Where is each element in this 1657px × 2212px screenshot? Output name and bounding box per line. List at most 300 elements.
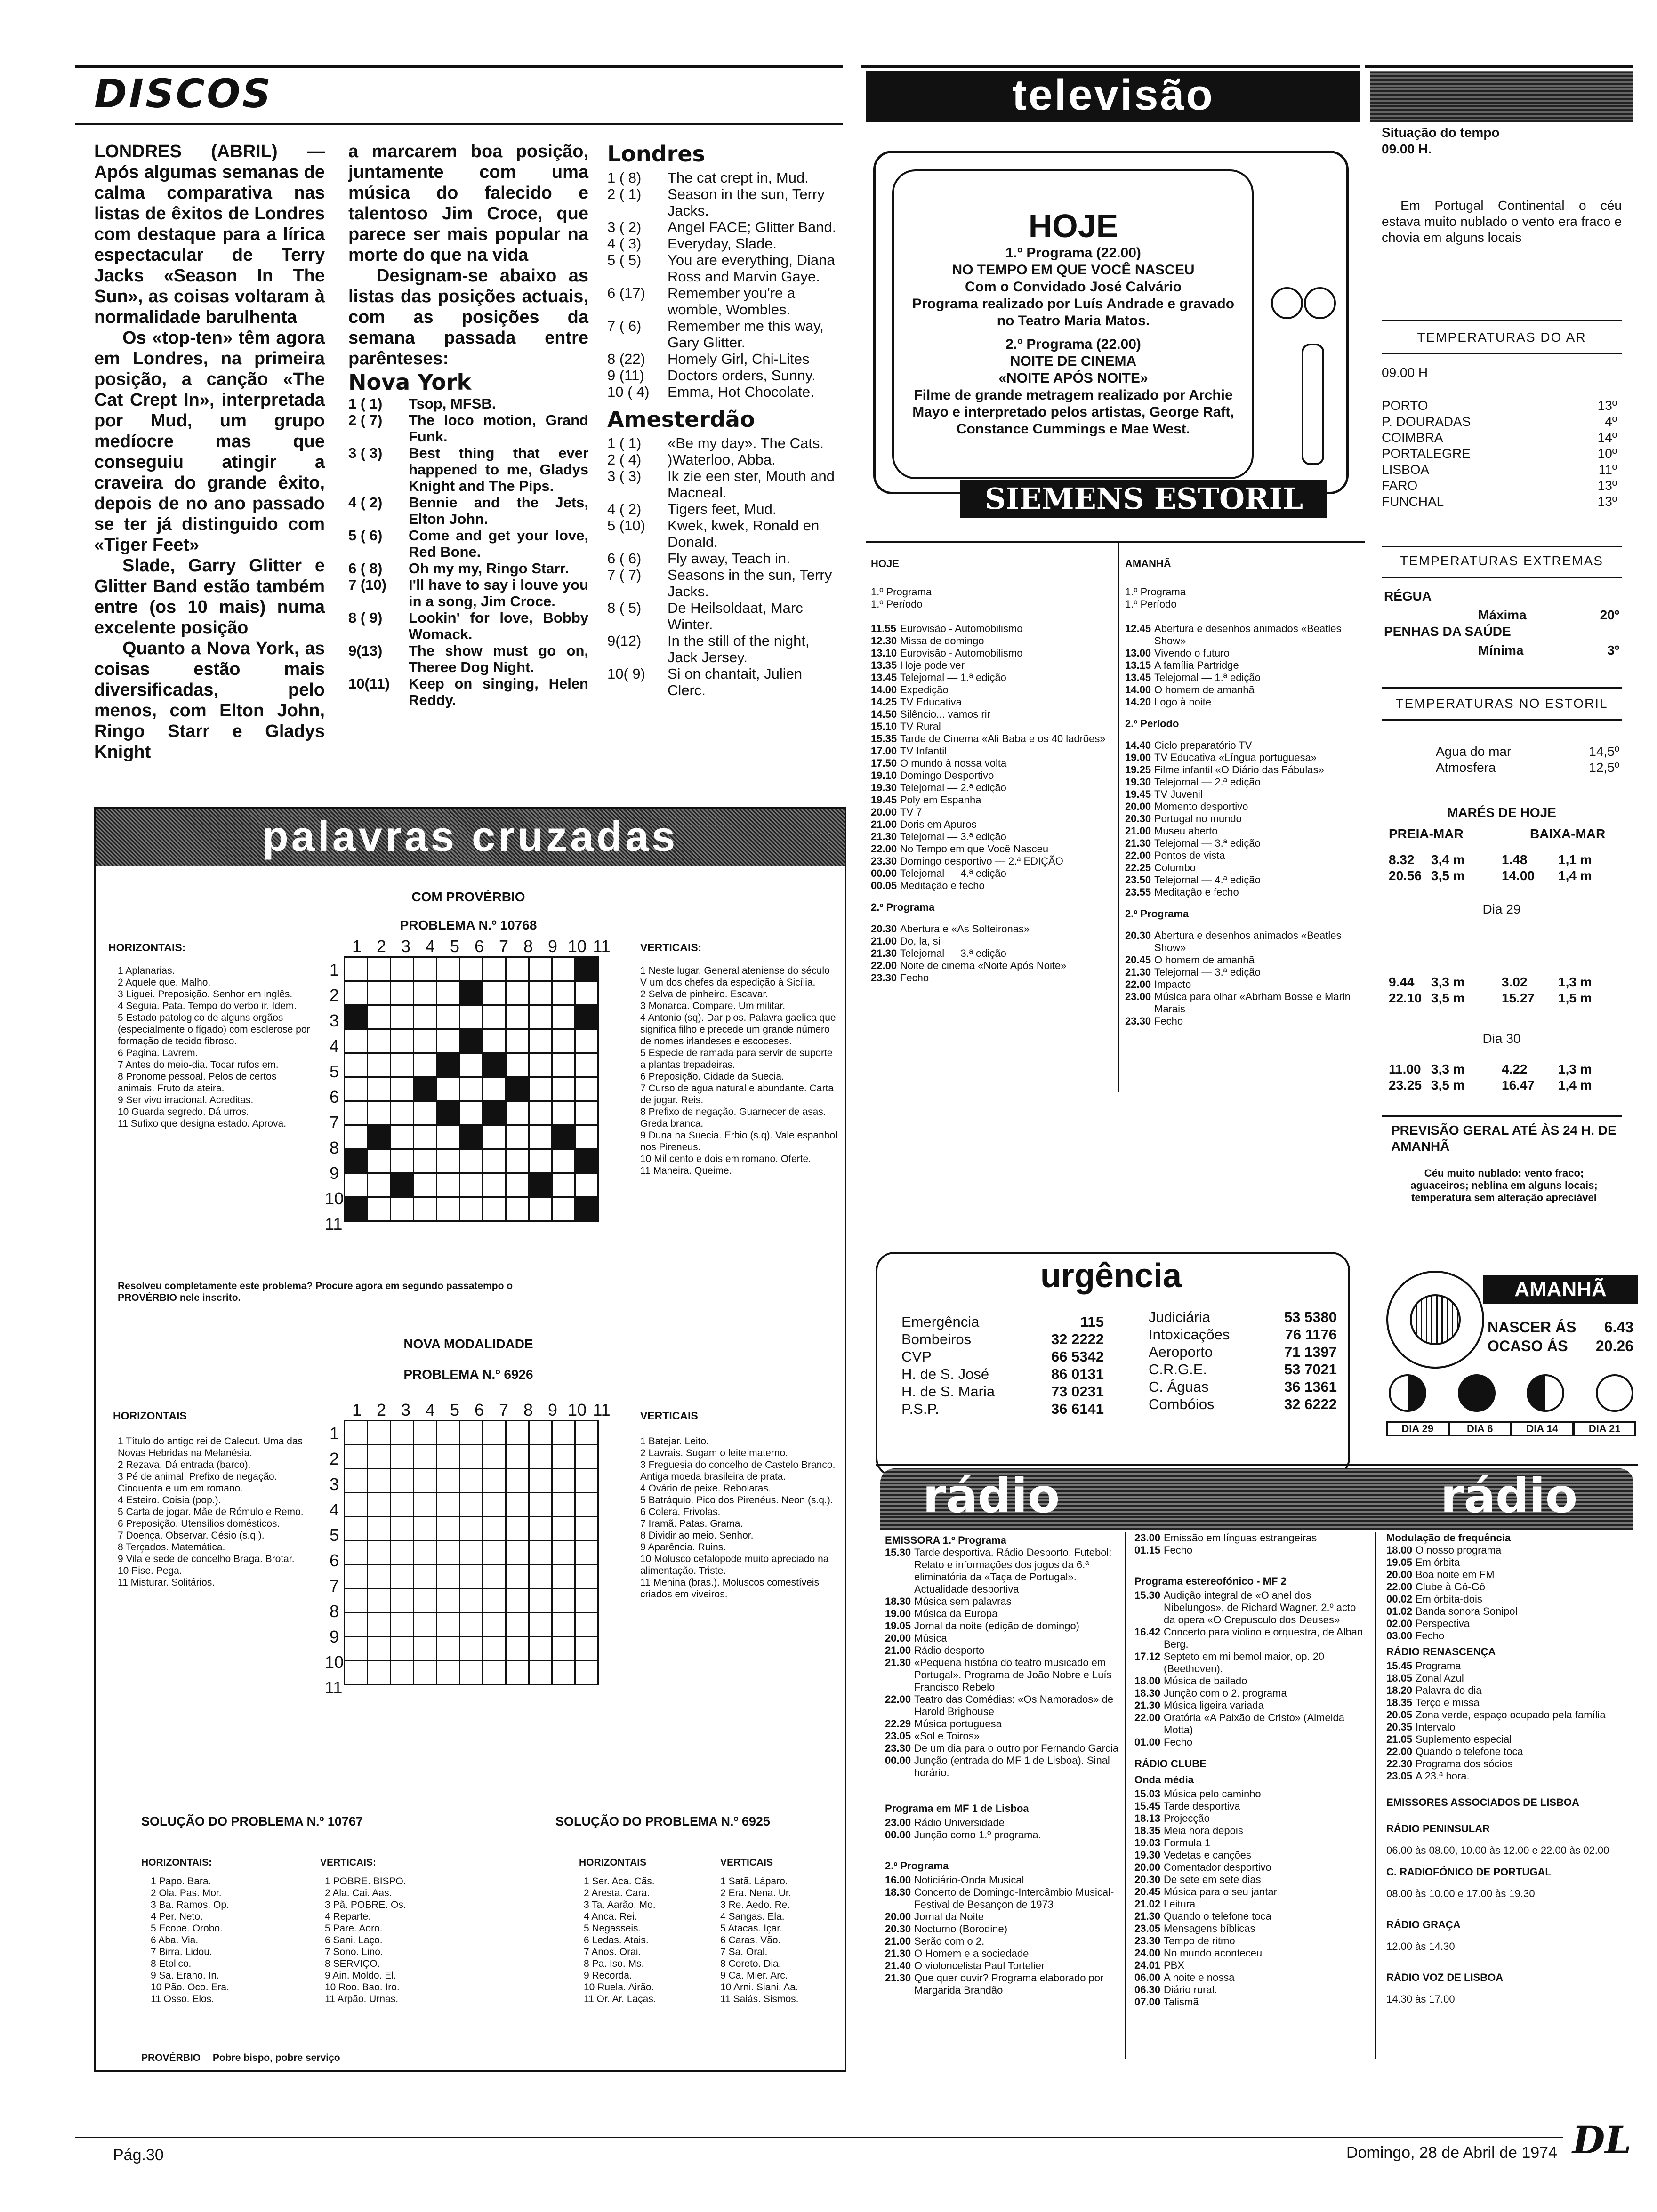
grid-cell[interactable] [483, 1517, 506, 1541]
grid-cell[interactable] [483, 1445, 506, 1469]
grid-cell[interactable] [575, 1613, 598, 1637]
program-time: 23.30 [1134, 1935, 1161, 1947]
grid-cell[interactable] [414, 981, 437, 1005]
grid-cell[interactable] [368, 1173, 391, 1197]
program-title: Abertura e desenhos animados «Beatles Show» [1154, 623, 1342, 647]
grid-cell[interactable] [575, 1493, 598, 1517]
program-title: Zona verde, espaço ocupado pela família [1416, 1709, 1606, 1721]
grid-cell[interactable] [529, 1565, 552, 1589]
grid-cell[interactable] [506, 1077, 529, 1101]
grid-cell[interactable] [368, 1005, 391, 1029]
grid-cell[interactable] [529, 1493, 552, 1517]
grid-cell[interactable] [414, 1637, 437, 1661]
grid-cell[interactable] [460, 1077, 483, 1101]
tv-banner: televisão [866, 71, 1360, 122]
tv-program-item [1125, 739, 1360, 752]
grid-cell[interactable] [460, 957, 483, 981]
grid-cell[interactable] [483, 1029, 506, 1053]
grid-cell[interactable] [483, 1005, 506, 1029]
grid-cell[interactable] [483, 1493, 506, 1517]
grid-cell[interactable] [391, 1029, 414, 1053]
grid-cell[interactable] [506, 957, 529, 981]
grid-cell[interactable] [345, 1469, 368, 1493]
grid-cell[interactable] [368, 1493, 391, 1517]
amsterdam-heading: Amesterdão [607, 407, 755, 432]
grid-cell[interactable] [552, 1661, 575, 1685]
grid-cell[interactable] [552, 1613, 575, 1637]
program-time: 06.00 [1134, 1972, 1161, 1983]
grid-cell[interactable] [460, 1565, 483, 1589]
grid-cell[interactable] [414, 1661, 437, 1685]
grid-cell[interactable] [414, 1517, 437, 1541]
grid-cell[interactable] [345, 1565, 368, 1589]
tv-program-item [871, 635, 1111, 647]
grid-cell[interactable] [437, 1493, 460, 1517]
grid-cell[interactable] [575, 1005, 598, 1029]
grid-cell[interactable] [483, 1077, 506, 1101]
grid-cell[interactable] [529, 1101, 552, 1125]
grid-cell[interactable] [368, 1445, 391, 1469]
grid-cell[interactable] [437, 1029, 460, 1053]
grid-cell[interactable] [414, 1613, 437, 1637]
grid-cell[interactable] [552, 957, 575, 981]
grid-cell[interactable] [460, 1197, 483, 1221]
program-time: 00.02 [1386, 1593, 1413, 1605]
grid-cell[interactable] [506, 981, 529, 1005]
grid-cell[interactable] [552, 1421, 575, 1445]
grid-cell[interactable] [345, 981, 368, 1005]
grid-cell[interactable] [552, 1637, 575, 1661]
grid-cell[interactable] [368, 1101, 391, 1125]
grid-cell[interactable] [437, 1101, 460, 1125]
grid-cell[interactable] [575, 1029, 598, 1053]
grid-cell[interactable] [345, 1445, 368, 1469]
tv-schedule-divider [1118, 541, 1119, 1092]
grid-cell[interactable] [391, 981, 414, 1005]
grid-cell[interactable] [368, 1541, 391, 1565]
grid-cell[interactable] [414, 1421, 437, 1445]
grid-cell[interactable] [506, 1469, 529, 1493]
temp-city: LISBOA [1382, 462, 1430, 477]
grid-cell[interactable] [460, 1173, 483, 1197]
grid-cell[interactable] [483, 1053, 506, 1077]
tv-program-item [871, 806, 1111, 818]
grid-cell[interactable] [391, 1589, 414, 1613]
solution-item: 7 Birra. Lidou. [151, 1947, 212, 1957]
grid-cell[interactable] [414, 1445, 437, 1469]
grid-cell[interactable] [483, 1541, 506, 1565]
grid-cell[interactable] [345, 1077, 368, 1101]
chart-title: I'll have to say i louve you in a song, Jim Croce. [409, 577, 588, 609]
program-time: 20.00 [885, 1911, 911, 1923]
grid-cell[interactable] [345, 1029, 368, 1053]
tv-tomorrow-period2-list [1125, 739, 1360, 898]
chart-title: Remember me this way, Gary Glitter. [668, 318, 824, 351]
grid-cell[interactable] [552, 1469, 575, 1493]
grid-cell[interactable] [506, 1029, 529, 1053]
grid-cell[interactable] [345, 1149, 368, 1173]
grid-cell[interactable] [575, 1077, 598, 1101]
grid-cell[interactable] [345, 1053, 368, 1077]
grid-cell[interactable] [529, 1005, 552, 1029]
grid-cell[interactable] [391, 1053, 414, 1077]
grid-cell[interactable] [506, 1173, 529, 1197]
grid-cell[interactable] [506, 1493, 529, 1517]
grid-cell[interactable] [529, 1469, 552, 1493]
grid-cell[interactable] [575, 1125, 598, 1149]
grid-cell[interactable] [529, 1149, 552, 1173]
grid-cell[interactable] [391, 1149, 414, 1173]
grid-cell[interactable] [575, 1197, 598, 1221]
grid-cell[interactable] [529, 1541, 552, 1565]
radio-program-item [1134, 1687, 1370, 1699]
grid-cell[interactable] [391, 1613, 414, 1637]
grid-cell[interactable] [414, 1053, 437, 1077]
grid-cell[interactable] [483, 981, 506, 1005]
grid-cell[interactable] [414, 1125, 437, 1149]
weather-rule-5 [1382, 687, 1622, 689]
grid-cell[interactable] [483, 1613, 506, 1637]
grid-cell[interactable] [506, 1661, 529, 1685]
solution-item: 8 Coreto. Dia. [720, 1958, 781, 1969]
grid-cell[interactable] [460, 1053, 483, 1077]
grid-cell[interactable] [483, 1637, 506, 1661]
grid-cell[interactable] [575, 1589, 598, 1613]
clue-item: 9 Duna na Suecia. Erbio (s.q). Vale espanhol nos Pireneus. [640, 1130, 837, 1153]
grid-cell[interactable] [437, 1197, 460, 1221]
solution-item: 8 Pa. Iso. Ms. [584, 1958, 644, 1969]
grid-cell[interactable] [414, 1101, 437, 1125]
grid-cell[interactable] [483, 1469, 506, 1493]
tv-program-item [1125, 874, 1360, 886]
grid-cell[interactable] [437, 1053, 460, 1077]
grid-cell[interactable] [483, 1173, 506, 1197]
extreme-max-row [1478, 607, 1619, 623]
grid-cell[interactable] [345, 1517, 368, 1541]
grid-cell[interactable] [460, 1637, 483, 1661]
grid-cell[interactable] [552, 1517, 575, 1541]
grid-cell[interactable] [506, 1613, 529, 1637]
grid-cell[interactable] [506, 1101, 529, 1125]
grid-cell[interactable] [391, 1125, 414, 1149]
grid-cell[interactable] [483, 1589, 506, 1613]
temp-row [1382, 430, 1617, 446]
grid-cell[interactable] [414, 1493, 437, 1517]
program-title: Portugal no mundo [1154, 813, 1242, 825]
grid-cell[interactable] [391, 1469, 414, 1493]
grid-cell[interactable] [552, 981, 575, 1005]
grid-cell[interactable] [575, 1541, 598, 1565]
grid-cell[interactable] [414, 957, 437, 981]
grid-cell[interactable] [552, 1125, 575, 1149]
grid-cell[interactable] [460, 1589, 483, 1613]
grid-cell[interactable] [391, 1517, 414, 1541]
grid-cell[interactable] [529, 1445, 552, 1469]
grid-cell[interactable] [345, 1661, 368, 1685]
grid-cell[interactable] [460, 1445, 483, 1469]
grid-cell[interactable] [368, 1029, 391, 1053]
radio-prog2-label: 2.º Programa [885, 1860, 949, 1872]
grid-cell[interactable] [575, 1421, 598, 1445]
grid-cell[interactable] [345, 1125, 368, 1149]
grid-cell[interactable] [414, 1197, 437, 1221]
grid-cell[interactable] [437, 981, 460, 1005]
grid-cell[interactable] [437, 1125, 460, 1149]
program-title: Poly em Espanha [900, 794, 981, 806]
grid-cell[interactable] [575, 1149, 598, 1173]
grid-cell[interactable] [529, 957, 552, 981]
grid-cell[interactable] [529, 981, 552, 1005]
grid-cell[interactable] [506, 1053, 529, 1077]
grid-cell[interactable] [506, 1149, 529, 1173]
grid-cell[interactable] [552, 1053, 575, 1077]
grid-cell[interactable] [368, 1517, 391, 1541]
grid-cell[interactable] [345, 1173, 368, 1197]
program-time: 22.30 [1386, 1758, 1413, 1770]
grid-cell[interactable] [506, 1125, 529, 1149]
chart-position: 8 (22) [607, 351, 645, 367]
grid-cell[interactable] [414, 1469, 437, 1493]
grid-cell[interactable] [529, 1173, 552, 1197]
grid-cell[interactable] [460, 1613, 483, 1637]
grid-cell[interactable] [437, 1589, 460, 1613]
grid-cell[interactable] [391, 1445, 414, 1469]
grid-cell[interactable] [345, 1493, 368, 1517]
grid-cell[interactable] [391, 1077, 414, 1101]
grid-cell[interactable] [391, 1541, 414, 1565]
grid-cell[interactable] [460, 1421, 483, 1445]
grid-cell[interactable] [391, 1421, 414, 1445]
grid-cell[interactable] [552, 1077, 575, 1101]
grid-cell[interactable] [414, 1005, 437, 1029]
program-time: 21.00 [871, 935, 897, 947]
grid-cell[interactable] [575, 1565, 598, 1589]
grid-cell[interactable] [368, 1661, 391, 1685]
solution-item: 1 POBRE. BISPO. [325, 1876, 406, 1887]
grid-cell[interactable] [437, 1661, 460, 1685]
grid-cell[interactable] [552, 1589, 575, 1613]
grid-cell[interactable] [506, 1589, 529, 1613]
grid-cell[interactable] [368, 1149, 391, 1173]
grid-cell[interactable] [483, 1197, 506, 1221]
grid-cell[interactable] [506, 1565, 529, 1589]
grid-cell[interactable] [575, 1637, 598, 1661]
grid-cell[interactable] [391, 1661, 414, 1685]
radio-crp-hours: 08.00 às 10.00 e 17.00 às 19.30 [1386, 1888, 1535, 1899]
grid-cell[interactable] [460, 1517, 483, 1541]
grid-cell[interactable] [391, 1101, 414, 1125]
solution-item: 8 Etolico. [151, 1958, 192, 1969]
grid-cell[interactable] [391, 957, 414, 981]
grid-cell[interactable] [529, 1589, 552, 1613]
grid-cell[interactable] [529, 1613, 552, 1637]
grid-cell[interactable] [506, 1541, 529, 1565]
grid-cell[interactable] [437, 1149, 460, 1173]
grid-cell[interactable] [368, 1053, 391, 1077]
grid-cell[interactable] [460, 1029, 483, 1053]
grid-cell[interactable] [529, 1517, 552, 1541]
grid-cell[interactable] [460, 1661, 483, 1685]
grid-cell[interactable] [483, 1149, 506, 1173]
grid-cell[interactable] [529, 1421, 552, 1445]
grid-cell[interactable] [391, 1637, 414, 1661]
grid-cell[interactable] [437, 957, 460, 981]
grid-cell[interactable] [414, 1173, 437, 1197]
grid-cell[interactable] [368, 1197, 391, 1221]
grid-cell[interactable] [368, 1469, 391, 1493]
grid-cell[interactable] [575, 1053, 598, 1077]
grid-cell[interactable] [552, 1541, 575, 1565]
chart-position: 9(13) [348, 642, 383, 659]
grid-cell[interactable] [575, 1517, 598, 1541]
grid-cell[interactable] [368, 1421, 391, 1445]
grid-cell[interactable] [575, 1469, 598, 1493]
program-time: 19.45 [871, 794, 897, 806]
grid-cell[interactable] [414, 1077, 437, 1101]
grid-cell[interactable] [414, 1029, 437, 1053]
grid-cell[interactable] [345, 1541, 368, 1565]
crossword1-grid[interactable] [344, 956, 599, 1222]
grid-cell[interactable] [460, 981, 483, 1005]
radio-program-item [1134, 1589, 1370, 1626]
grid-cell[interactable] [368, 957, 391, 981]
grid-cell[interactable] [552, 1005, 575, 1029]
tide-value: 1.48 [1502, 852, 1528, 867]
tides-today [1389, 852, 1615, 884]
grid-cell[interactable] [460, 1005, 483, 1029]
grid-cell[interactable] [575, 1173, 598, 1197]
grid-cell[interactable] [437, 1469, 460, 1493]
grid-cell[interactable] [483, 957, 506, 981]
grid-cell[interactable] [345, 1637, 368, 1661]
chart-position: 9 (11) [607, 367, 644, 384]
grid-cell[interactable] [437, 1517, 460, 1541]
grid-cell[interactable] [368, 1637, 391, 1661]
grid-cell[interactable] [345, 1589, 368, 1613]
grid-cell[interactable] [437, 1421, 460, 1445]
tv-prog1-title: NO TEMPO EM QUE VOCÊ NASCEU [952, 262, 1195, 278]
grid-cell[interactable] [437, 1613, 460, 1637]
grid-cell[interactable] [529, 1029, 552, 1053]
grid-cell[interactable] [368, 1565, 391, 1589]
grid-cell[interactable] [368, 981, 391, 1005]
grid-cell[interactable] [483, 1101, 506, 1125]
grid-cell[interactable] [437, 1173, 460, 1197]
grid-cell[interactable] [529, 1125, 552, 1149]
weather-situation-hour: 09.00 H. [1382, 142, 1432, 156]
grid-cell[interactable] [529, 1077, 552, 1101]
grid-cell[interactable] [437, 1005, 460, 1029]
grid-cell[interactable] [437, 1565, 460, 1589]
grid-cell[interactable] [506, 1517, 529, 1541]
chart-title: Bennie and the Jets, Elton John. [409, 494, 588, 527]
program-time: 14.40 [1125, 739, 1151, 751]
radio-program-item [1386, 1697, 1631, 1709]
grid-cell[interactable] [368, 1589, 391, 1613]
grid-cell[interactable] [414, 1541, 437, 1565]
grid-cell[interactable] [437, 1077, 460, 1101]
grid-cell[interactable] [552, 1173, 575, 1197]
grid-cell[interactable] [506, 1197, 529, 1221]
grid-cell[interactable] [414, 1565, 437, 1589]
grid-cell[interactable] [575, 1445, 598, 1469]
radio-mf1-list [885, 1817, 1120, 1841]
grid-cell[interactable] [437, 1637, 460, 1661]
grid-cell[interactable] [391, 1173, 414, 1197]
program-time: 18.30 [1134, 1687, 1161, 1699]
grid-cell[interactable] [575, 1101, 598, 1125]
grid-cell[interactable] [345, 1101, 368, 1125]
crossword2-grid[interactable] [344, 1420, 599, 1685]
grid-cell[interactable] [506, 1637, 529, 1661]
emergency-row [1149, 1343, 1337, 1361]
program-time: 24.00 [1134, 1947, 1161, 1959]
tv-program-item [871, 623, 1111, 635]
grid-cell[interactable] [552, 1101, 575, 1125]
grid-cell[interactable] [506, 1005, 529, 1029]
grid-cell[interactable] [529, 1053, 552, 1077]
grid-cell[interactable] [368, 1613, 391, 1637]
grid-cell[interactable] [506, 1421, 529, 1445]
grid-cell[interactable] [414, 1149, 437, 1173]
grid-cell[interactable] [460, 1493, 483, 1517]
grid-cell[interactable] [552, 1445, 575, 1469]
grid-cell[interactable] [460, 1149, 483, 1173]
grid-cell[interactable] [529, 1661, 552, 1685]
grid-cell[interactable] [575, 1661, 598, 1685]
emergency-service: Intoxicações [1149, 1326, 1230, 1343]
grid-cell[interactable] [552, 1565, 575, 1589]
grid-cell[interactable] [345, 1421, 368, 1445]
amsterdam-chart-item [607, 451, 843, 468]
grid-cell[interactable] [391, 1005, 414, 1029]
grid-cell[interactable] [575, 957, 598, 981]
grid-cell[interactable] [483, 1125, 506, 1149]
grid-cell[interactable] [552, 1197, 575, 1221]
grid-cell[interactable] [460, 1125, 483, 1149]
tide-value: 4.22 [1502, 1062, 1528, 1076]
grid-cell[interactable] [345, 1613, 368, 1637]
grid-cell[interactable] [345, 1005, 368, 1029]
grid-cell[interactable] [414, 1589, 437, 1613]
grid-cell[interactable] [529, 1197, 552, 1221]
grid-cell[interactable] [368, 1077, 391, 1101]
grid-cell[interactable] [460, 1469, 483, 1493]
grid-cell[interactable] [483, 1661, 506, 1685]
grid-cell[interactable] [575, 981, 598, 1005]
grid-cell[interactable] [345, 957, 368, 981]
grid-cell[interactable] [552, 1029, 575, 1053]
grid-cell[interactable] [552, 1493, 575, 1517]
grid-cell[interactable] [437, 1541, 460, 1565]
grid-cell[interactable] [506, 1445, 529, 1469]
grid-cell[interactable] [391, 1565, 414, 1589]
radio-top-rule [876, 1464, 1638, 1466]
grid-cell[interactable] [460, 1541, 483, 1565]
grid-cell[interactable] [552, 1149, 575, 1173]
grid-cell[interactable] [368, 1125, 391, 1149]
grid-cell[interactable] [437, 1445, 460, 1469]
amsterdam-chart-item [607, 567, 843, 600]
grid-cell[interactable] [391, 1493, 414, 1517]
grid-cell[interactable] [345, 1197, 368, 1221]
grid-cell[interactable] [460, 1101, 483, 1125]
grid-cell[interactable] [391, 1197, 414, 1221]
grid-cell[interactable] [529, 1637, 552, 1661]
program-title: Tempo de ritmo [1164, 1935, 1235, 1947]
grid-cell[interactable] [483, 1421, 506, 1445]
grid-cell[interactable] [483, 1565, 506, 1589]
